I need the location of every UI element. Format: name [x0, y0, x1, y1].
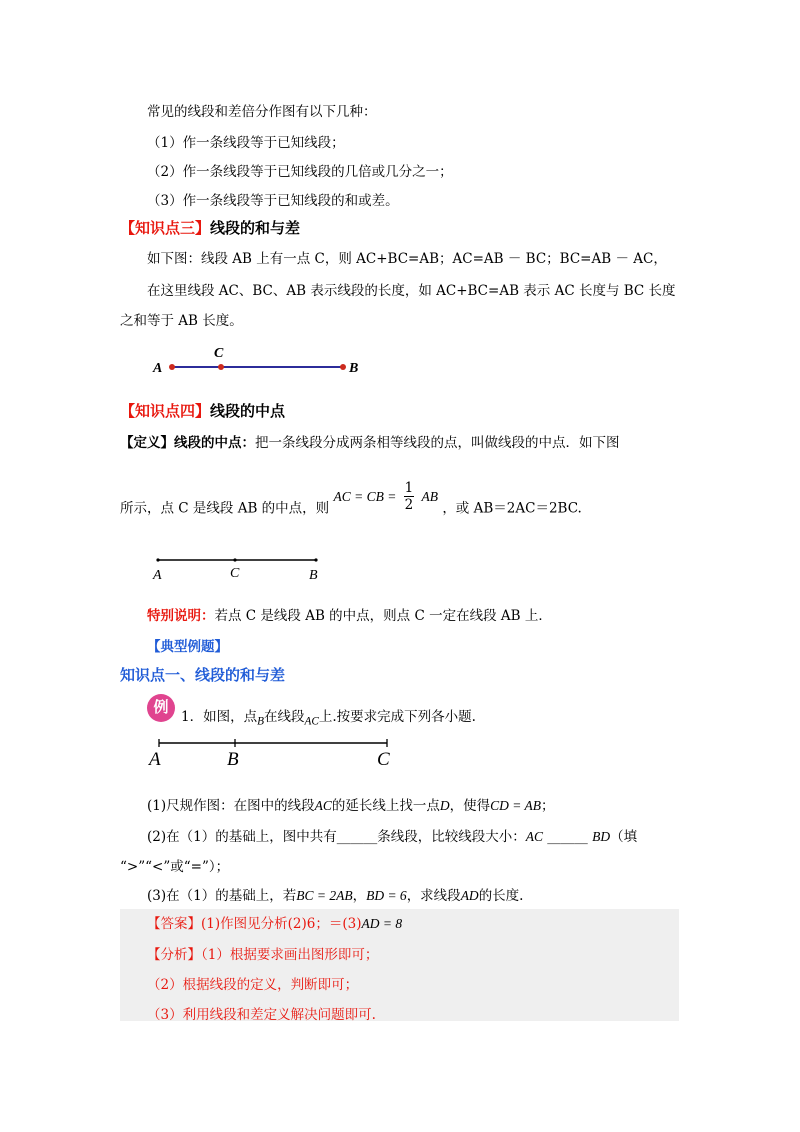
q2-p1: (2)在（1）的基础上，图中共有______条线段，比较线段大小： — [147, 829, 526, 845]
q3-p2: ， — [352, 888, 367, 904]
point-a — [169, 364, 175, 370]
def-text: 把一条线段分成两条相等线段的点，叫做线段的中点．如下图 — [255, 435, 620, 451]
badge-text: 例 — [153, 698, 169, 716]
def-tag: 【定义】 — [120, 435, 174, 451]
label-c-2: C — [230, 566, 240, 581]
answer-line — [147, 912, 402, 932]
analysis-1: 【分析】（1）根据要求画出图形即可； — [147, 947, 379, 963]
ex-p3: 上.按要求完成下列各小题. — [318, 709, 476, 725]
question-2-continued: “>”“<”或“=”）； — [120, 859, 230, 875]
ex-ac: AC — [304, 715, 319, 728]
def2-before: 所示，点 C 是线段 AB 的中点，则 — [120, 500, 330, 517]
kp3-line-2: 在这里线段 AC、BC、AB 表示线段的长度，如 AC+BC=AB 表示 AC 长度与 BC 长度 — [147, 283, 676, 299]
label-a-2: A — [153, 568, 162, 583]
point-b-2 — [314, 558, 317, 561]
definition-line — [120, 431, 620, 451]
question-2 — [147, 825, 637, 845]
q1-eq: CD = AB — [490, 798, 542, 813]
question-1 — [147, 794, 555, 814]
q2-ac: AC — [525, 829, 543, 844]
ex-p2: 在线段 — [263, 709, 305, 725]
q2-bd: BD — [592, 829, 611, 844]
kp3-line-1: 如下图：线段 AB 上有一点 C，则 AC+BC=AB；AC=AB － BC；BC=AB － AC， — [147, 251, 667, 267]
example-badge-icon — [147, 694, 175, 722]
answer-tag: 【答案】 — [147, 916, 201, 932]
q3-eq1: BC = 2AB — [296, 888, 353, 903]
question-3 — [147, 884, 523, 904]
q2-blank: ______ — [542, 829, 593, 845]
kp3-title: 线段的和与差 — [210, 219, 301, 237]
point-a-2 — [156, 558, 159, 561]
label-b: B — [349, 361, 359, 376]
kp4-title: 线段的中点 — [210, 402, 286, 420]
answer-text: (1)作图见分析(2)6；＝(3) — [201, 916, 362, 932]
q3-ad: AD — [460, 888, 479, 903]
example-1-prompt — [181, 705, 476, 728]
definition-line-2 — [120, 480, 582, 523]
def2-after: ，或 AB＝2AC＝2BC. — [442, 500, 582, 517]
special-note — [147, 604, 552, 624]
point-c-2 — [233, 558, 236, 561]
point-b — [340, 364, 346, 370]
kp-one-heading: 知识点一、线段的和与差 — [120, 666, 286, 684]
label-c: C — [214, 346, 224, 361]
segment-figure-2 — [148, 552, 328, 584]
ex-p1: 1．如图，点 — [181, 709, 258, 725]
segment-figure-1 — [145, 340, 375, 380]
typical-examples-heading: 【典型例题】 — [147, 639, 228, 655]
label-a-3: A — [149, 749, 161, 770]
q1-p4: ； — [541, 798, 555, 814]
q3-p4: 的长度. — [478, 888, 524, 904]
method-2: （2）作一条线段等于已知线段的几倍或几分之一； — [147, 164, 453, 180]
method-3: （3）作一条线段等于已知线段的和或差。 — [147, 193, 399, 209]
frac-den: 2 — [404, 497, 414, 513]
answer-eq: AD = 8 — [361, 916, 403, 931]
q3-eq2: BD = 6 — [366, 888, 407, 903]
q1-p2: 的延长线上找一点 — [331, 798, 440, 814]
formula-right: AB — [421, 488, 439, 504]
analysis-3: （3）利用线段和差定义解决问题即可. — [147, 1007, 376, 1023]
label-b-3: B — [227, 749, 239, 770]
kp3-bracket: 【知识点三】 — [120, 219, 211, 237]
q3-p1: (3)在（1）的基础上，若 — [147, 888, 297, 904]
q3-p3: ，求线段 — [406, 888, 461, 904]
special-text: 若点 C 是线段 AB 的中点，则点 C 一定在线段 AB 上． — [214, 608, 552, 624]
kp3-heading — [120, 217, 300, 238]
def-term: 线段的中点： — [174, 435, 255, 451]
method-1: （1）作一条线段等于已知线段； — [147, 135, 345, 151]
q2-p2: （填 — [610, 829, 638, 845]
q1-d: D — [439, 798, 450, 813]
q1-p3: ，使得 — [449, 798, 491, 814]
frac-num: 1 — [404, 480, 414, 496]
label-c-3: C — [377, 749, 390, 770]
kp3-line-3: 之和等于 AB 长度。 — [120, 313, 243, 329]
analysis-2: （2）根据线段的定义，判断即可； — [147, 977, 359, 993]
label-b-2: B — [309, 568, 318, 583]
ex-b: B — [257, 715, 264, 728]
q1-p1: (1)尺规作图：在图中的线段 — [147, 798, 315, 814]
kp4-bracket: 【知识点四】 — [120, 402, 211, 420]
special-label: 特别说明： — [147, 608, 215, 624]
q1-ac: AC — [314, 798, 332, 813]
segment-figure-3 — [146, 736, 406, 770]
label-a: A — [153, 361, 163, 376]
kp4-heading — [120, 400, 285, 421]
formula-left: AC = CB = — [333, 488, 397, 504]
fraction-half — [404, 480, 415, 513]
point-c — [218, 364, 224, 370]
intro-text: 常见的线段和差倍分作图有以下几种： — [147, 104, 377, 120]
